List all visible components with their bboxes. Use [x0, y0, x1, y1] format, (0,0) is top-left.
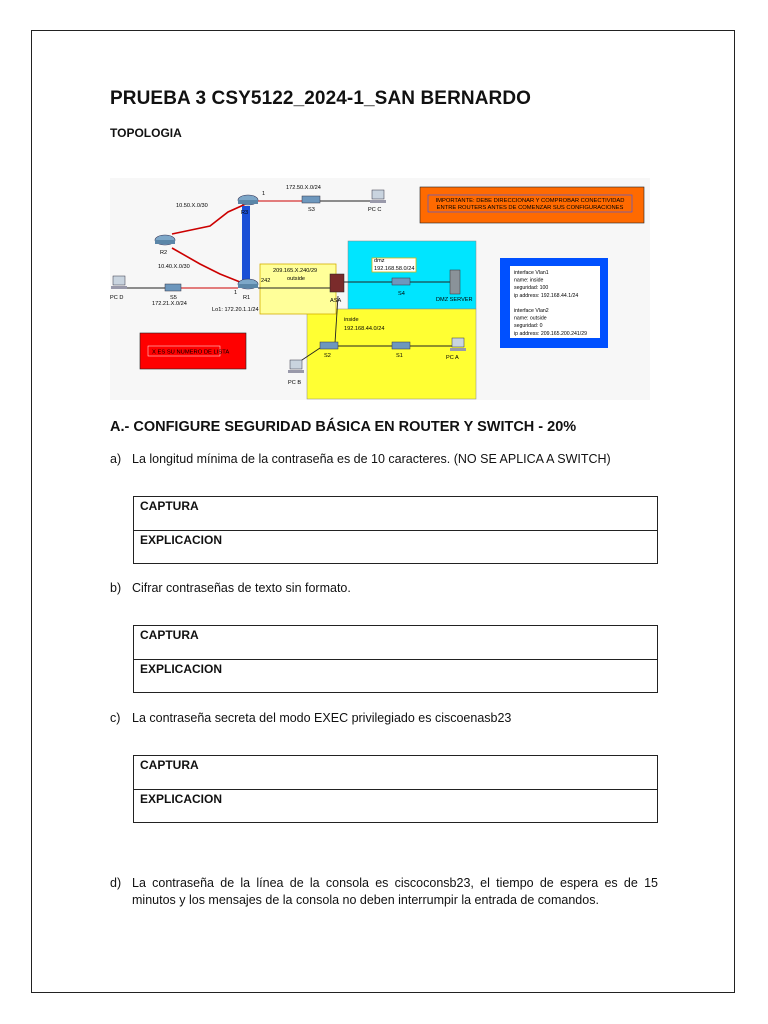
- dmz-server: [450, 270, 460, 294]
- switch-s1: [392, 342, 410, 349]
- item-text: La contraseña de la línea de la consola es ciscoconsb23, el tiempo de espera es de 15 minutos y los mensajes de la consola no deben interrumpir la entrada de comandos.: [132, 876, 658, 907]
- label-asa: ASA: [330, 298, 342, 304]
- router-r3: [238, 195, 258, 205]
- topology-diagram: [110, 178, 650, 400]
- switch-s3: [302, 196, 320, 203]
- explanation-row: EXPLICACION: [134, 789, 657, 822]
- document-title: PRUEBA 3 CSY5122_2024-1_SAN BERNARDO: [110, 88, 532, 109]
- vlan-info-line: seguridad: 0: [514, 323, 543, 330]
- item-letter: c): [110, 711, 121, 725]
- trunk-r3-r1: [242, 206, 250, 284]
- item-letter: a): [110, 452, 122, 466]
- item-text: La longitud mínima de la contraseña es de 10 caracteres. (NO SE APLICA A SWITCH): [132, 452, 611, 466]
- label-dmz: dmz: [374, 258, 385, 264]
- capture-row: CAPTURA: [140, 758, 199, 772]
- asa-firewall: [330, 274, 344, 292]
- switch-s2: [320, 342, 338, 349]
- vlan-info-line: ip address: 209.165.200.241/29: [514, 330, 587, 337]
- label-pc-c: PC C: [368, 207, 382, 213]
- label-outside-name: outside: [287, 276, 306, 282]
- notice-line2: ENTRE ROUTERS ANTES DE COMENZAR SUS CONFIGURACIONES: [436, 205, 624, 211]
- vlan-info-line: interface Vlan1: [514, 270, 549, 276]
- switch-s5: [165, 284, 181, 291]
- pc-c: [370, 190, 386, 203]
- router-r1: [238, 279, 258, 289]
- inside-zone: [307, 309, 476, 399]
- label-s2: S2: [324, 353, 331, 359]
- label-pc-d: PC D: [110, 295, 124, 301]
- label-loopback: Lo1: 172.20.1.1/24: [212, 307, 259, 313]
- pc-d: [111, 276, 127, 289]
- label-net-r1-s5: 172.21.X.0/24: [152, 301, 187, 307]
- label-net-r2-r1: 10.40.X.0/30: [158, 264, 190, 270]
- label-r3: R3: [241, 210, 249, 216]
- red-note-text: X ES SU NUMERO DE LISTA: [152, 349, 230, 356]
- label-iface-r3: 1: [262, 191, 266, 197]
- label-dmz-server: DMZ SERVER: [436, 297, 473, 303]
- capture-row: CAPTURA: [140, 628, 199, 642]
- pc-b: [288, 360, 304, 373]
- item-letter: b): [110, 581, 122, 595]
- switch-s4: [392, 278, 410, 285]
- answer-table-a: [133, 496, 658, 564]
- capture-row: CAPTURA: [140, 499, 199, 513]
- explanation-row: EXPLICACION: [134, 530, 657, 563]
- label-inside-net: 192.168.44.0/24: [344, 326, 385, 332]
- label-r2: R2: [160, 250, 168, 256]
- item-text: Cifrar contraseñas de texto sin formato.: [132, 581, 351, 595]
- label-inside: inside: [344, 317, 359, 323]
- label-s5: S5: [170, 295, 177, 301]
- notice-line1: IMPORTANTE: DEBE DIRECCIONAR Y COMPROBAR CONECTIVIDAD: [435, 198, 625, 204]
- label-s3: S3: [308, 207, 315, 213]
- label-outside-net: 209.165.X.240/29: [273, 268, 318, 274]
- vlan-info-line: name: outside: [514, 315, 547, 322]
- vlan-info-line: interface Vlan2: [514, 308, 549, 314]
- explanation-row: EXPLICACION: [134, 659, 657, 692]
- label-r1: R1: [243, 295, 251, 301]
- answer-table-b: [133, 625, 658, 693]
- label-s1: S1: [396, 353, 403, 359]
- vlan-info-line: ip address: 192.168.44.1/24: [514, 292, 579, 299]
- label-pc-a: PC A: [446, 355, 459, 361]
- pc-a: [450, 338, 466, 351]
- vlan-info-line: seguridad: 100: [514, 285, 549, 292]
- label-s4: S4: [398, 291, 405, 297]
- item-text: La contraseña secreta del modo EXEC privilegiado es ciscoenasb23: [132, 711, 512, 725]
- item-letter: d): [110, 876, 122, 890]
- answer-table-c: [133, 755, 658, 823]
- section-a-heading: A.- CONFIGURE SEGURIDAD BÁSICA EN ROUTER Y SWITCH - 20%: [110, 419, 577, 435]
- label-net-r3-r2: 10.50.X.0/30: [176, 203, 208, 209]
- label-pc-b: PC B: [288, 380, 302, 386]
- label-iface-242: 242: [261, 278, 271, 284]
- topology-heading: TOPOLOGIA: [110, 126, 182, 140]
- vlan-info-line: name: inside: [514, 277, 544, 284]
- label-net-r3-s3: 172.50.X.0/24: [286, 185, 321, 191]
- router-r2: [155, 235, 175, 245]
- label-iface-1: 1: [234, 290, 238, 296]
- label-dmz-net: 192.168.58.0/24: [374, 266, 415, 272]
